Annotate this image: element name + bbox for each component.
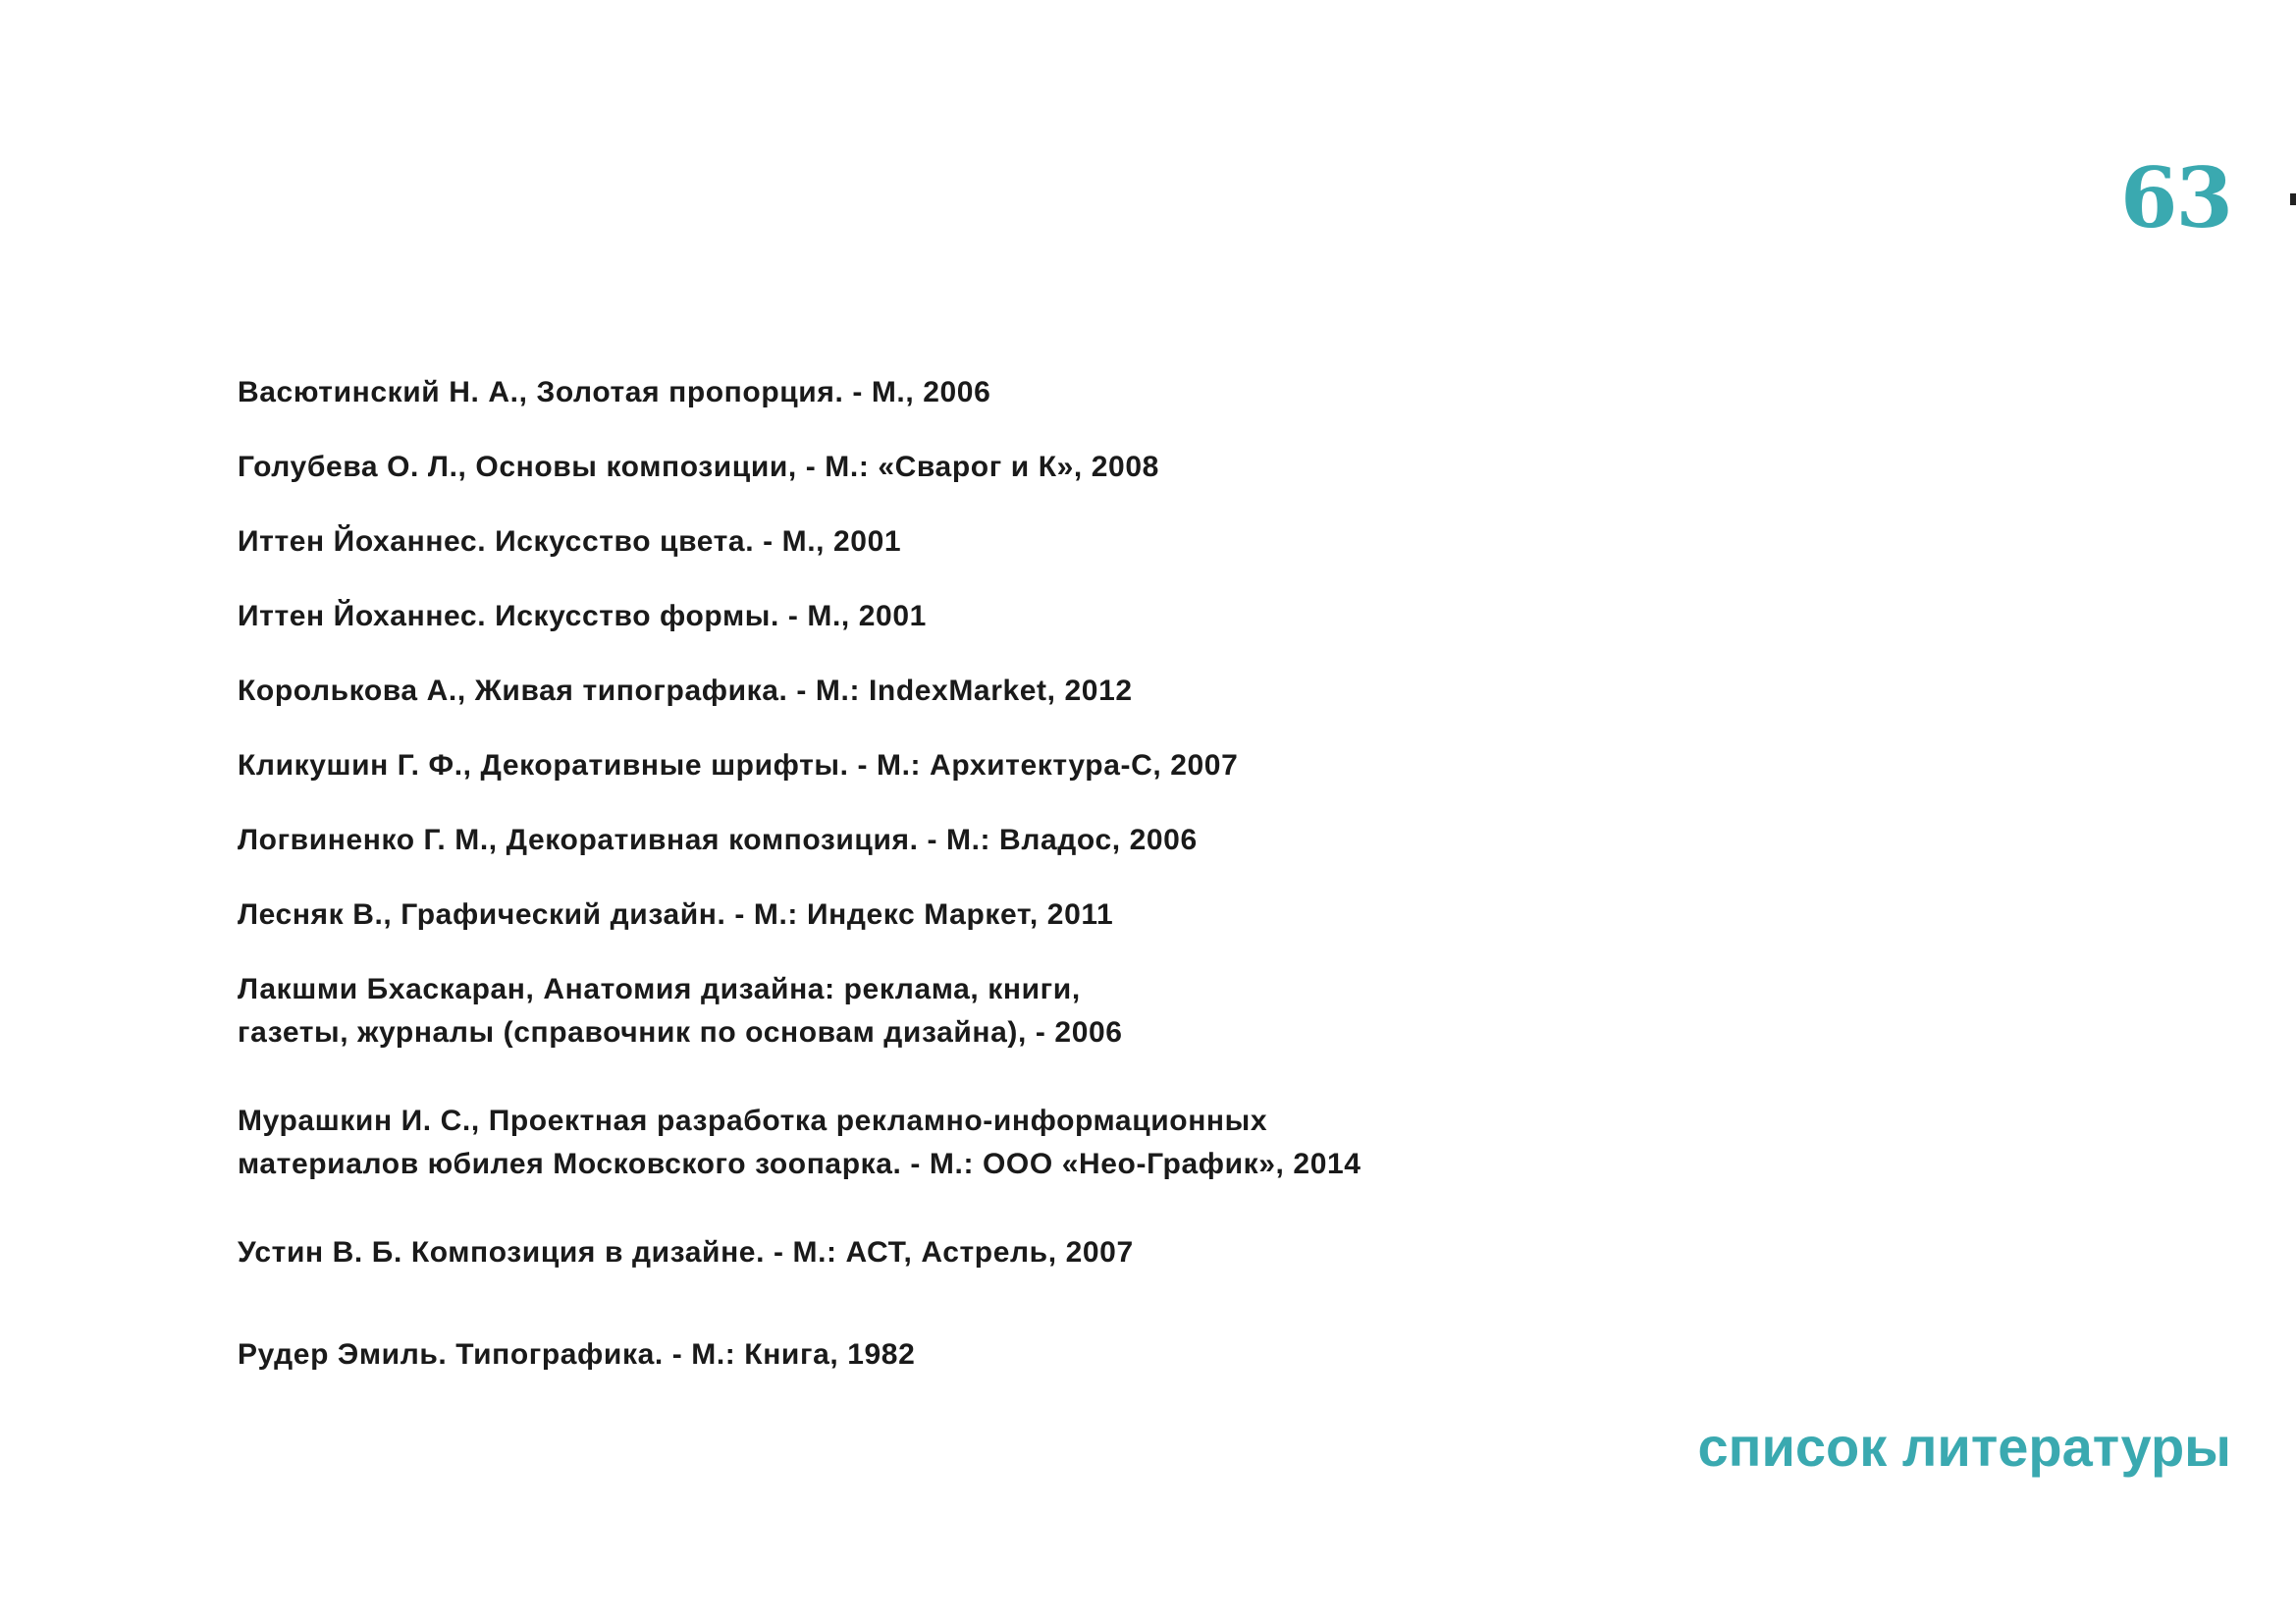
- reference-line: Иттен Йоханнес. Искусство формы. - М., 2001: [238, 600, 927, 632]
- section-title: список литературы: [1697, 1416, 2231, 1478]
- reference-line: Голубева О. Л., Основы композиции, - М.: «Сварог и К», 2008: [238, 451, 1159, 483]
- reference-line: Кликушин Г. Ф., Декоративные шрифты. - М.: Архитектура-С, 2007: [238, 749, 1239, 782]
- reference-line: Рудер Эмиль. Типографика. - М.: Книга, 1982: [238, 1338, 916, 1371]
- reference-line: Лакшми Бхаскаран, Анатомия дизайна: реклама, книги,: [238, 973, 1081, 1005]
- reference-item: [238, 968, 1123, 1055]
- reference-item: [238, 819, 1198, 862]
- reference-line: Мурашкин И. С., Проектная разработка рекламно-информационных: [238, 1105, 1268, 1137]
- reference-item: [238, 893, 1113, 937]
- reference-line: Логвиненко Г. М., Декоративная композиция. - М.: Владос, 2006: [238, 824, 1198, 856]
- reference-line: Устин В. Б. Композиция в дизайне. - М.: АСТ, Астрель, 2007: [238, 1236, 1134, 1269]
- reference-item: [238, 371, 990, 414]
- reference-item: [238, 1100, 1362, 1186]
- reference-line: Иттен Йоханнес. Искусство цвета. - М., 2001: [238, 525, 902, 558]
- reference-item: [238, 1231, 1134, 1274]
- reference-line: материалов юбилея Московского зоопарка. - М.: ООО «Нео-График», 2014: [238, 1148, 1362, 1180]
- page-number: 63: [2120, 149, 2231, 246]
- edge-mark: [2290, 193, 2296, 205]
- reference-item: [238, 446, 1159, 489]
- reference-line: Королькова А., Живая типографика. - М.: IndexMarket, 2012: [238, 675, 1133, 707]
- reference-item: [238, 670, 1133, 713]
- reference-item: [238, 744, 1238, 787]
- reference-item: [238, 1333, 915, 1377]
- reference-item: [238, 595, 927, 638]
- reference-item: [238, 520, 901, 564]
- reference-line: газеты, журналы (справочник по основам дизайна), - 2006: [238, 1016, 1123, 1049]
- reference-line: Лесняк В., Графический дизайн. - М.: Индекс Маркет, 2011: [238, 898, 1114, 931]
- reference-line: Васютинский Н. А., Золотая пропорция. - М., 2006: [238, 376, 991, 408]
